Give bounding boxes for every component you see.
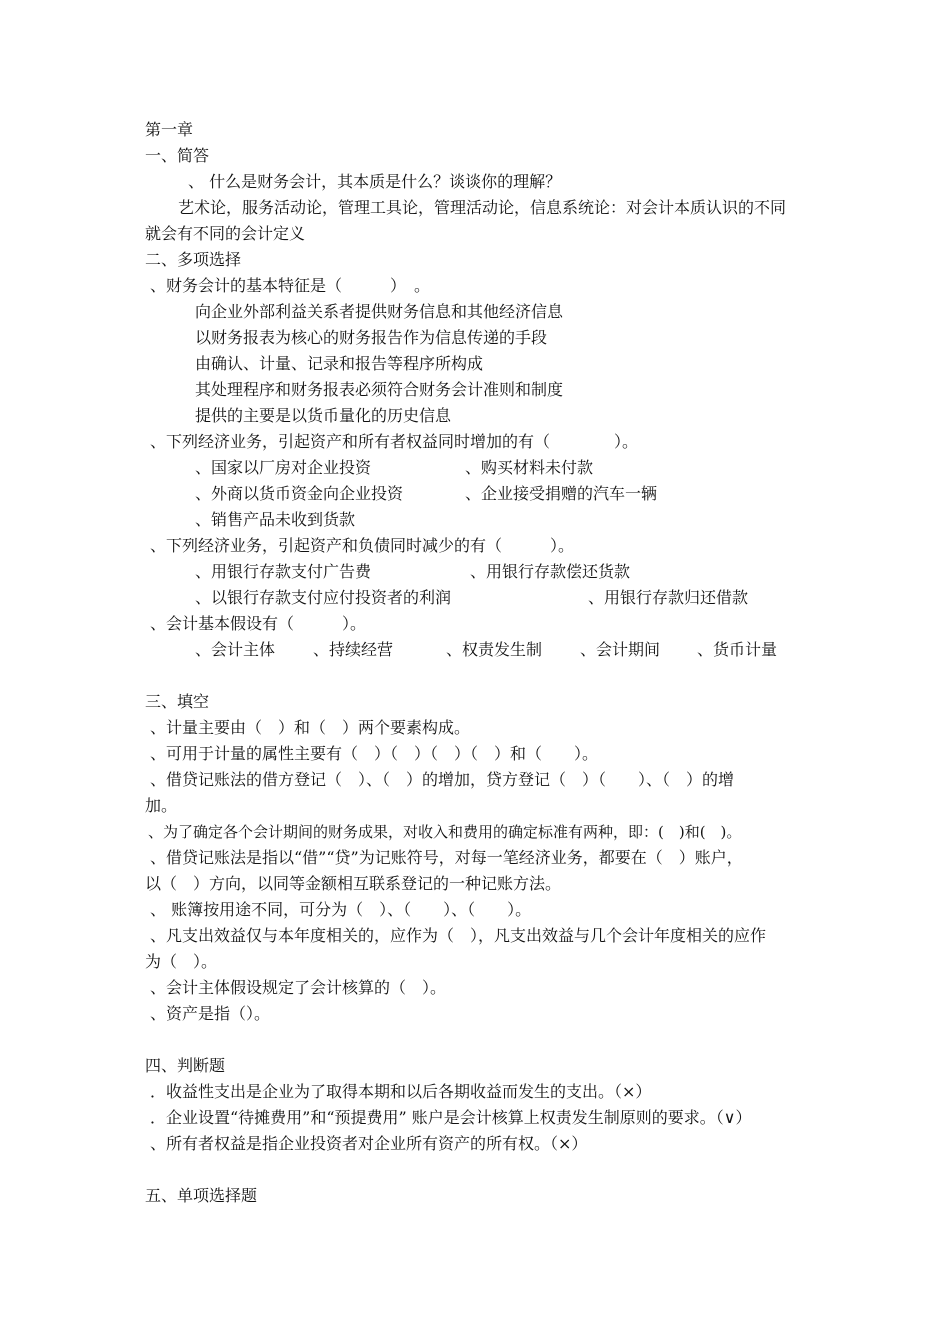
section-heading: 五、单项选择题 bbox=[145, 1186, 258, 1205]
option-text: 、国家以厂房对企业投资 bbox=[195, 458, 372, 477]
question-text: 、所有者权益是指企业投资者对企业所有资产的所有权。（×） bbox=[150, 1134, 588, 1153]
option-text: 、企业接受捐赠的汽车一辆 bbox=[465, 484, 658, 503]
option-text: 、会计主体 bbox=[195, 640, 276, 659]
section-heading: 一、简答 bbox=[145, 146, 210, 165]
chapter-title: 第一章 bbox=[145, 120, 194, 139]
question-text: 、可用于计量的属性主要有（ ）（ ）（ ）（ ）和（ ）。 bbox=[150, 744, 599, 763]
question-text: ．企业设置“待摊费用”和“预提费用” 账户是会计核算上权责发生制原则的要求。（∨） bbox=[150, 1108, 752, 1127]
option-text: 、以银行存款支付应付投资者的利润 bbox=[195, 588, 452, 607]
question-text: 、会计主体假设规定了会计核算的（ ）。 bbox=[150, 978, 447, 997]
question-text: 以（ ）方向，以同等金额相互联系登记的一种记账方法。 bbox=[145, 874, 562, 893]
option-text: 其处理程序和财务报表必须符合财务会计准则和制度 bbox=[195, 380, 564, 399]
answer-text: 就会有不同的会计定义 bbox=[145, 224, 306, 243]
answer-text: 艺术论，服务活动论，管理工具论，管理活动论，信息系统论：对会计本质认识的不同 bbox=[178, 198, 787, 217]
question-text: 为（ ）。 bbox=[145, 952, 218, 971]
question-text: 、下列经济业务，引起资产和负债同时减少的有（ ）。 bbox=[150, 536, 575, 555]
question-text: 、计量主要由（ ）和（ ）两个要素构成。 bbox=[150, 718, 471, 737]
option-text: 、权责发生制 bbox=[446, 640, 543, 659]
section-heading: 二、多项选择 bbox=[145, 250, 242, 269]
option-text: 向企业外部利益关系者提供财务信息和其他经济信息 bbox=[195, 302, 564, 321]
option-text: 、外商以货币资金向企业投资 bbox=[195, 484, 404, 503]
option-text: 、销售产品未收到货款 bbox=[195, 510, 356, 529]
question-text: 、借贷记账法的借方登记（ ）、（ ）的增加，贷方登记（ ）（ ）、（ ）的增 bbox=[150, 770, 735, 789]
option-text: 、用银行存款偿还货款 bbox=[470, 562, 631, 581]
option-text: 、用银行存款归还借款 bbox=[588, 588, 749, 607]
option-text: 、用银行存款支付广告费 bbox=[195, 562, 372, 581]
question-text: 、借贷记账法是指以“借”“贷”为记账符号，对每一笔经济业务，都要在（ ）账户， bbox=[150, 848, 743, 867]
option-text: 、持续经营 bbox=[313, 640, 394, 659]
question-text: 、财务会计的基本特征是（ ） 。 bbox=[150, 276, 431, 295]
option-text: 、货币计量 bbox=[697, 640, 778, 659]
option-text: 以财务报表为核心的财务报告作为信息传递的手段 bbox=[195, 328, 548, 347]
question-text: 、凡支出效益仅与本年度相关的，应作为（ ），凡支出效益与几个会计年度相关的应作 bbox=[150, 926, 767, 945]
question-text: 、会计基本假设有（ ）。 bbox=[150, 614, 367, 633]
question-text: 、 账簿按用途不同，可分为（ ）、（ ）、（ ）。 bbox=[150, 900, 532, 919]
question-text: 、下列经济业务，引起资产和所有者权益同时增加的有（ ）。 bbox=[150, 432, 639, 451]
option-text: 提供的主要是以货币量化的历史信息 bbox=[195, 406, 452, 425]
option-text: 、会计期间 bbox=[580, 640, 661, 659]
option-text: 、购买材料未付款 bbox=[465, 458, 594, 477]
section-heading: 三、填空 bbox=[145, 692, 210, 711]
section-heading: 四、判断题 bbox=[145, 1056, 226, 1075]
question-text: 、 什么是财务会计，其本质是什么？谈谈你的理解？ bbox=[188, 172, 562, 191]
question-text: 、为了确定各个会计期间的财务成果，对收入和费用的确定标准有两种，即：( )和( )。 bbox=[148, 823, 742, 841]
option-text: 由确认、计量、记录和报告等程序所构成 bbox=[195, 354, 484, 373]
question-text: 加。 bbox=[145, 796, 178, 815]
question-text: 、资产是指（）。 bbox=[150, 1004, 271, 1023]
question-text: ．收益性支出是企业为了取得本期和以后各期收益而发生的支出。（×） bbox=[150, 1082, 652, 1101]
